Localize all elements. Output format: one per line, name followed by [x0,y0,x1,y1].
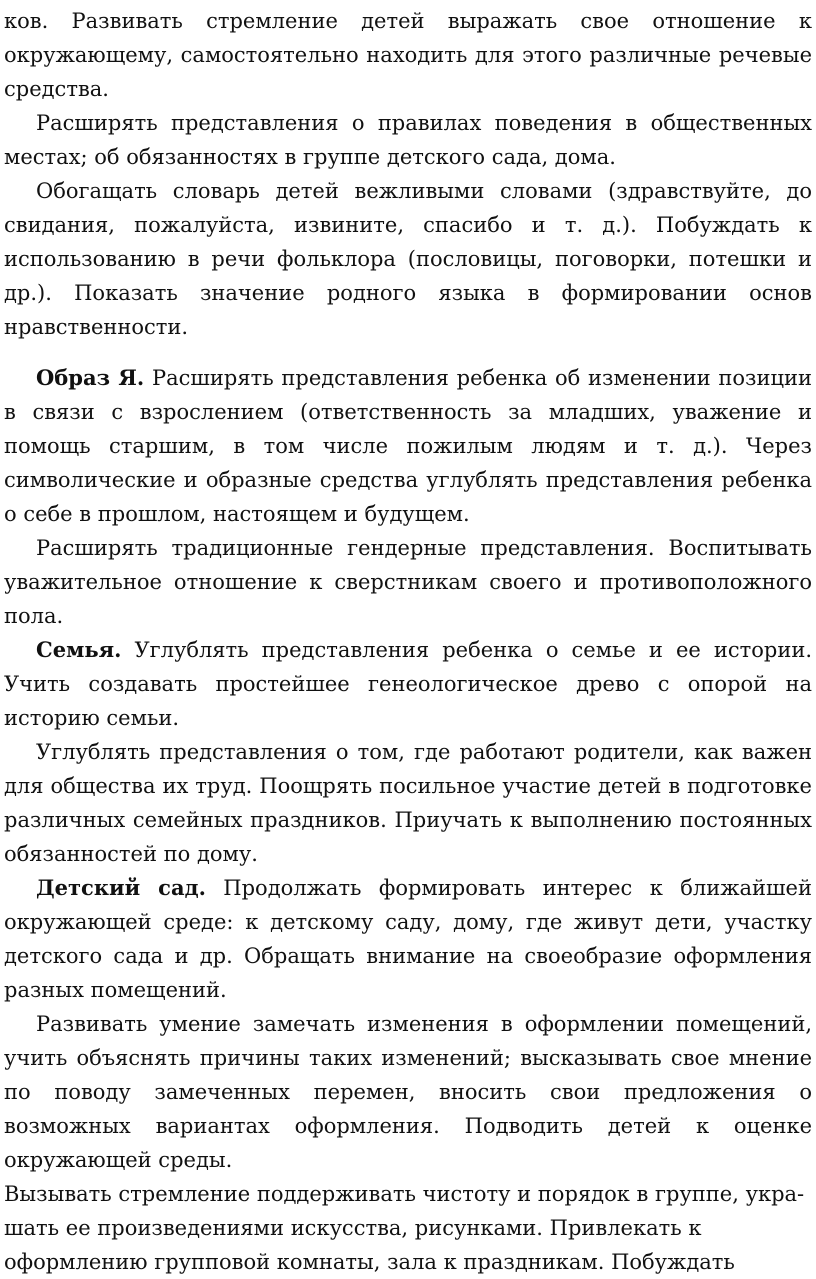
paragraph-gender: Расширять традиционные гендерные представления. Воспитывать уважительное отношение к сверстникам своего и противоположного пола. [4,536,812,628]
paragraph-cleanliness-line-1: Вызывать стремление поддерживать чистоту и порядок в группе, укра- [4,1182,805,1206]
paragraph-behavior-rules: Расширять представления о правилах поведения в общественных местах; об обязанностях в группе детского сада, дома. [4,111,812,169]
paragraph-cleanliness-line-3: оформлению групповой комнаты, зала к праздникам. Побуждать [4,1250,735,1274]
paragraph-vocabulary: Обогащать словарь детей вежливыми словами (здравствуйте, до свидания, пожалуйста, извините, спасибо и т. д.). Побуждать к использованию в речи фольклора (пословицы, поговорки, потешки и др.). Показать значение родного языка в формировании основ нравственности. [4,179,812,339]
paragraph-kindergarten [4,871,812,1007]
heading-family: Семья. [36,637,122,662]
heading-kindergarten: Детский сад. [36,875,206,900]
paragraph-continuation: ков. Развивать стремление детей выражать свое отношение к окружающему, самостоятельно находить для этого различные речевые средства. [4,9,812,101]
paragraph-decoration-changes: Развивать умение замечать изменения в оформлении помещений, учить объяснять причины таких изменений; высказывать свое мнение по поводу замеченных перемен, вносить свои предложения о возможных вариантах оформления. Подводить детей к оценке окружающей среды. [4,1012,812,1172]
heading-self-image: Образ Я. [36,365,145,390]
paragraph-kindergarten-text: Продолжать формировать интерес к ближайшей окружающей среде: к детскому саду, дому, где живут дети, участку детского сада и др. Обращать внимание на своеобразие оформления разных помещений. [4,876,812,1002]
paragraph-family-text: Углублять представления ребенка о семье и ее истории. Учить создавать простейшее генеологическое древо с опорой на историю семьи. [4,638,812,730]
paragraph-cleanliness-line-2: шать ее произведениями искусства, рисунками. Привлекать к [4,1216,702,1240]
paragraph-family [4,633,812,735]
paragraph-self-image-text: Расширять представления ребенка об изменении позиции в связи с взрослением (ответственность за младших, уважение и помощь старшим, в том числе пожилым людям и т. д.). Через символические и образные средства углублять представления ребенка о себе в прошлом, настоящем и будущем. [4,366,812,526]
paragraph-parents-work: Углублять представления о том, где работают родители, как важен для общества их труд. Поощрять посильное участие детей в подготовке различных семейных праздников. Приучать к выполнению постоянных обязанностей по дому. [4,740,812,866]
paragraph-self-image [4,361,812,531]
paragraph-cleanliness [4,1177,812,1279]
